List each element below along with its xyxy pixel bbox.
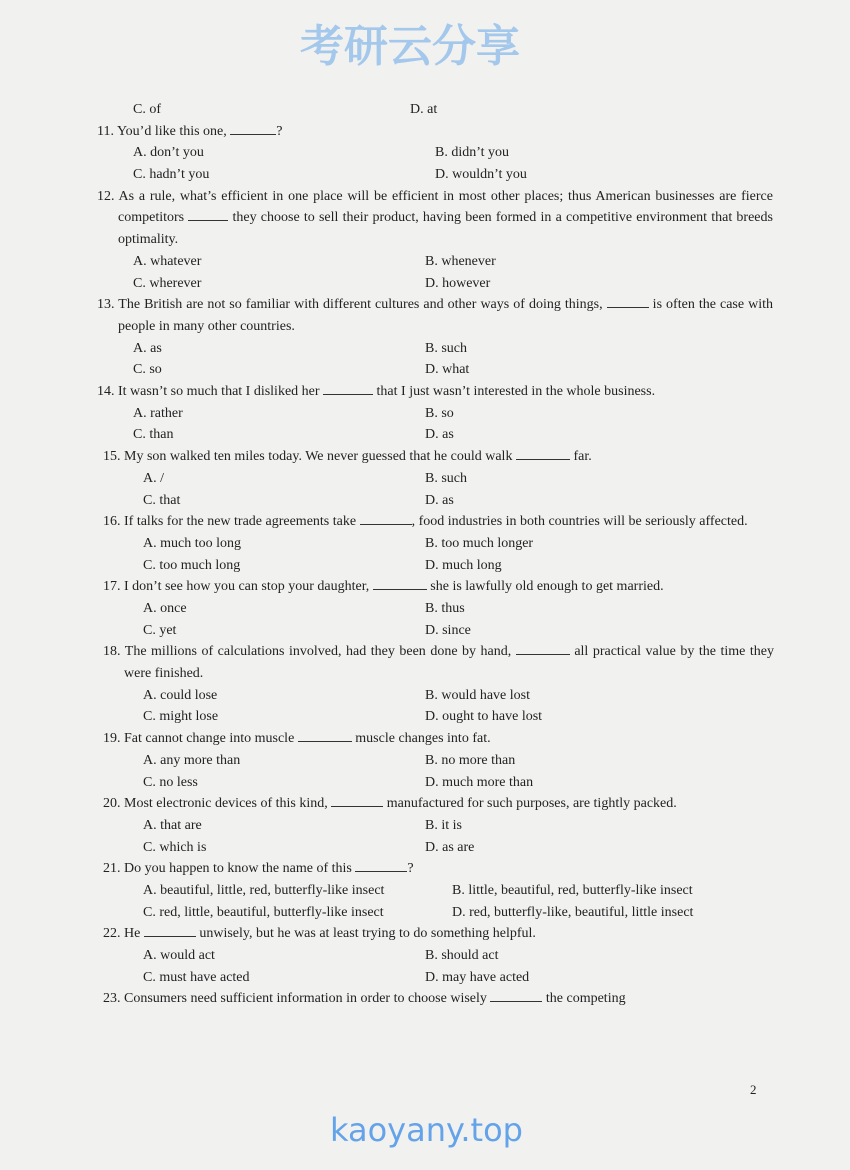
question-stem — [103, 641, 774, 684]
question-text: Fat cannot change into muscle — [124, 731, 298, 747]
prev-question-options — [0, 99, 850, 121]
question-number: 23. — [103, 991, 121, 1007]
options-row — [0, 338, 850, 360]
question-text: The millions of calculations involved, had they been done by hand, — [124, 644, 516, 660]
option-d[interactable]: D. may have acted — [425, 969, 530, 985]
question-number: 18. — [103, 644, 121, 660]
options-row — [0, 967, 850, 989]
option-d[interactable]: D. since — [425, 622, 471, 638]
option-d[interactable]: D. as are — [425, 839, 475, 855]
option-a[interactable]: A. as — [133, 340, 162, 356]
options-row — [0, 620, 850, 642]
option-d[interactable]: D. much more than — [425, 774, 534, 790]
option-a[interactable]: A. whatever — [133, 253, 202, 269]
option-d: D. at — [410, 102, 438, 117]
option-c[interactable]: C. wherever — [133, 275, 202, 291]
option-a[interactable]: A. don’t you — [133, 145, 204, 161]
question-number: 19. — [103, 731, 121, 747]
options-row — [0, 403, 850, 425]
question-stem — [103, 793, 774, 815]
option-d[interactable]: D. however — [425, 275, 491, 291]
question-text: Do you happen to know the name of this — [124, 861, 356, 877]
option-b[interactable]: B. too much longer — [425, 535, 534, 551]
question-text: You’d like this one, — [116, 123, 231, 139]
question-stem — [97, 381, 773, 403]
question-number: 11. — [97, 123, 114, 139]
answer-blank — [373, 577, 427, 590]
question-text: ? — [407, 861, 414, 877]
question-stem — [103, 728, 774, 750]
question-text: The British are not so familiar with different cultures and other ways of doing things, — [118, 297, 607, 313]
question-stem — [103, 576, 774, 598]
option-b[interactable]: B. didn’t you — [435, 145, 510, 161]
question-text: ? — [276, 123, 283, 139]
options-row — [0, 750, 850, 772]
question-text: unwisely, but he was at least trying to do something helpful. — [195, 926, 536, 942]
options-row — [0, 164, 850, 186]
answer-blank — [490, 989, 542, 1002]
question-number: 22. — [103, 926, 121, 942]
option-d[interactable]: D. as — [425, 492, 454, 508]
option-c[interactable]: C. hadn’t you — [133, 167, 210, 183]
question-text: the competing — [542, 991, 626, 1007]
question-stem — [103, 923, 774, 945]
question-text: muscle changes into fat. — [351, 731, 491, 747]
option-d[interactable]: D. red, butterfly-like, beautiful, little insect — [452, 904, 694, 920]
options-row — [0, 815, 850, 837]
option-b[interactable]: B. little, beautiful, red, butterfly-like insect — [452, 882, 693, 898]
option-a[interactable]: A. / — [143, 470, 164, 486]
answer-blank — [516, 447, 570, 460]
option-c[interactable]: C. which is — [143, 839, 207, 855]
question-stem — [97, 186, 773, 251]
question-text: they choose to sell their product, having been formed in a competitive environment that breeds optimality. — [118, 210, 773, 248]
answer-blank — [355, 859, 407, 872]
question-text: I don’t see how you can stop your daughter, — [124, 579, 373, 595]
options-row — [0, 359, 850, 381]
answer-blank — [298, 729, 352, 742]
options-row — [0, 468, 850, 490]
answer-blank — [360, 512, 412, 525]
question-number: 13. — [97, 297, 115, 313]
answer-blank — [144, 924, 196, 937]
answer-blank — [516, 642, 570, 655]
option-d[interactable]: D. ought to have lost — [425, 709, 543, 725]
question-text: all practical value by the time they were finished. — [124, 644, 774, 682]
option-b[interactable]: B. it is — [425, 817, 462, 833]
answer-blank — [230, 122, 276, 135]
options-row — [0, 837, 850, 859]
option-d[interactable]: D. what — [425, 362, 470, 378]
options-row — [0, 555, 850, 577]
question-stem — [103, 446, 774, 468]
question-number: 17. — [103, 579, 121, 595]
question-text: far. — [569, 449, 592, 465]
options-row — [0, 945, 850, 967]
question-text: that I just wasn’t interested in the whole business. — [373, 384, 656, 400]
option-d[interactable]: D. much long — [425, 557, 502, 573]
watermark-logo: 考研云分享 — [300, 21, 520, 72]
page-number: 2 — [750, 1082, 757, 1097]
option-c[interactable]: C. that — [143, 492, 181, 508]
options-row — [0, 533, 850, 555]
options-row — [0, 598, 850, 620]
option-d[interactable]: D. as — [425, 427, 454, 443]
options-row — [0, 142, 850, 164]
options-row — [0, 685, 850, 707]
option-a[interactable]: A. any more than — [143, 752, 241, 768]
question-text: It wasn’t so much that I disliked her — [118, 384, 324, 400]
question-stem — [97, 294, 773, 337]
option-a[interactable]: A. could lose — [143, 687, 218, 703]
option-b[interactable]: B. such — [425, 470, 467, 486]
options-row — [0, 424, 850, 446]
question-text: manufactured for such purposes, are tightly packed. — [383, 796, 677, 812]
option-a[interactable]: A. once — [143, 600, 187, 616]
question-list — [0, 121, 850, 1010]
option-c[interactable]: C. too much long — [143, 557, 241, 573]
option-b[interactable]: B. thus — [425, 600, 465, 616]
option-c[interactable]: C. so — [133, 362, 162, 378]
option-c[interactable]: C. than — [133, 427, 174, 443]
question-text: He — [124, 926, 144, 942]
option-a[interactable]: A. beautiful, little, red, butterfly-like insect — [143, 882, 385, 898]
option-b[interactable]: B. such — [425, 340, 467, 356]
question-number: 15. — [103, 449, 121, 465]
option-a[interactable]: A. that are — [143, 817, 202, 833]
option-d[interactable]: D. wouldn’t you — [435, 167, 527, 183]
question-number: 12. — [97, 188, 115, 204]
answer-blank — [607, 295, 649, 308]
question-text: , food industries in both countries will be seriously affected. — [411, 514, 748, 530]
question-number: 14. — [97, 384, 115, 400]
question-text: My son walked ten miles today. We never guessed that he could walk — [124, 449, 516, 465]
question-stem — [103, 988, 774, 1010]
options-row — [0, 251, 850, 273]
exam-page — [0, 99, 850, 1010]
options-row — [0, 880, 850, 902]
question-text: Consumers need sufficient information in order to choose wisely — [124, 991, 491, 1007]
question-stem — [103, 511, 774, 533]
options-row — [0, 772, 850, 794]
question-number: 20. — [103, 796, 121, 812]
option-b[interactable]: B. no more than — [425, 752, 516, 768]
option-c[interactable]: C. red, little, beautiful, butterfly-like insect — [143, 904, 384, 920]
option-b[interactable]: B. should act — [425, 948, 499, 964]
option-a[interactable]: A. would act — [143, 948, 215, 964]
option-b[interactable]: B. whenever — [425, 253, 496, 269]
options-row — [0, 902, 850, 924]
question-stem — [103, 858, 774, 880]
option-c[interactable]: C. must have acted — [143, 969, 250, 985]
question-number: 16. — [103, 514, 121, 530]
answer-blank — [188, 208, 228, 221]
option-a[interactable]: A. rather — [133, 405, 183, 421]
option-a[interactable]: A. much too long — [143, 535, 241, 551]
options-row — [0, 706, 850, 728]
options-row — [0, 490, 850, 512]
question-text: Most electronic devices of this kind, — [124, 796, 332, 812]
question-text: is often the case with people in many other countries. — [118, 297, 774, 334]
question-stem — [97, 121, 773, 143]
option-b[interactable]: B. would have lost — [425, 687, 530, 703]
option-c[interactable]: C. no less — [143, 774, 198, 790]
option-c: C. of — [133, 102, 161, 117]
question-text: If talks for the new trade agreements take — [124, 514, 360, 530]
question-text: As a rule, what’s efficient in one place will be efficient in most other places; thus American businesses are fierce competitors — [118, 188, 773, 226]
option-c[interactable]: C. might lose — [143, 709, 219, 725]
options-row — [0, 273, 850, 295]
watermark-url: kaoyany.top — [330, 1111, 523, 1149]
answer-blank — [331, 794, 383, 807]
option-c[interactable]: C. yet — [143, 622, 177, 638]
answer-blank — [323, 382, 373, 395]
question-text: she is lawfully old enough to get married. — [426, 579, 664, 595]
question-number: 21. — [103, 861, 121, 877]
option-b[interactable]: B. so — [425, 405, 454, 421]
